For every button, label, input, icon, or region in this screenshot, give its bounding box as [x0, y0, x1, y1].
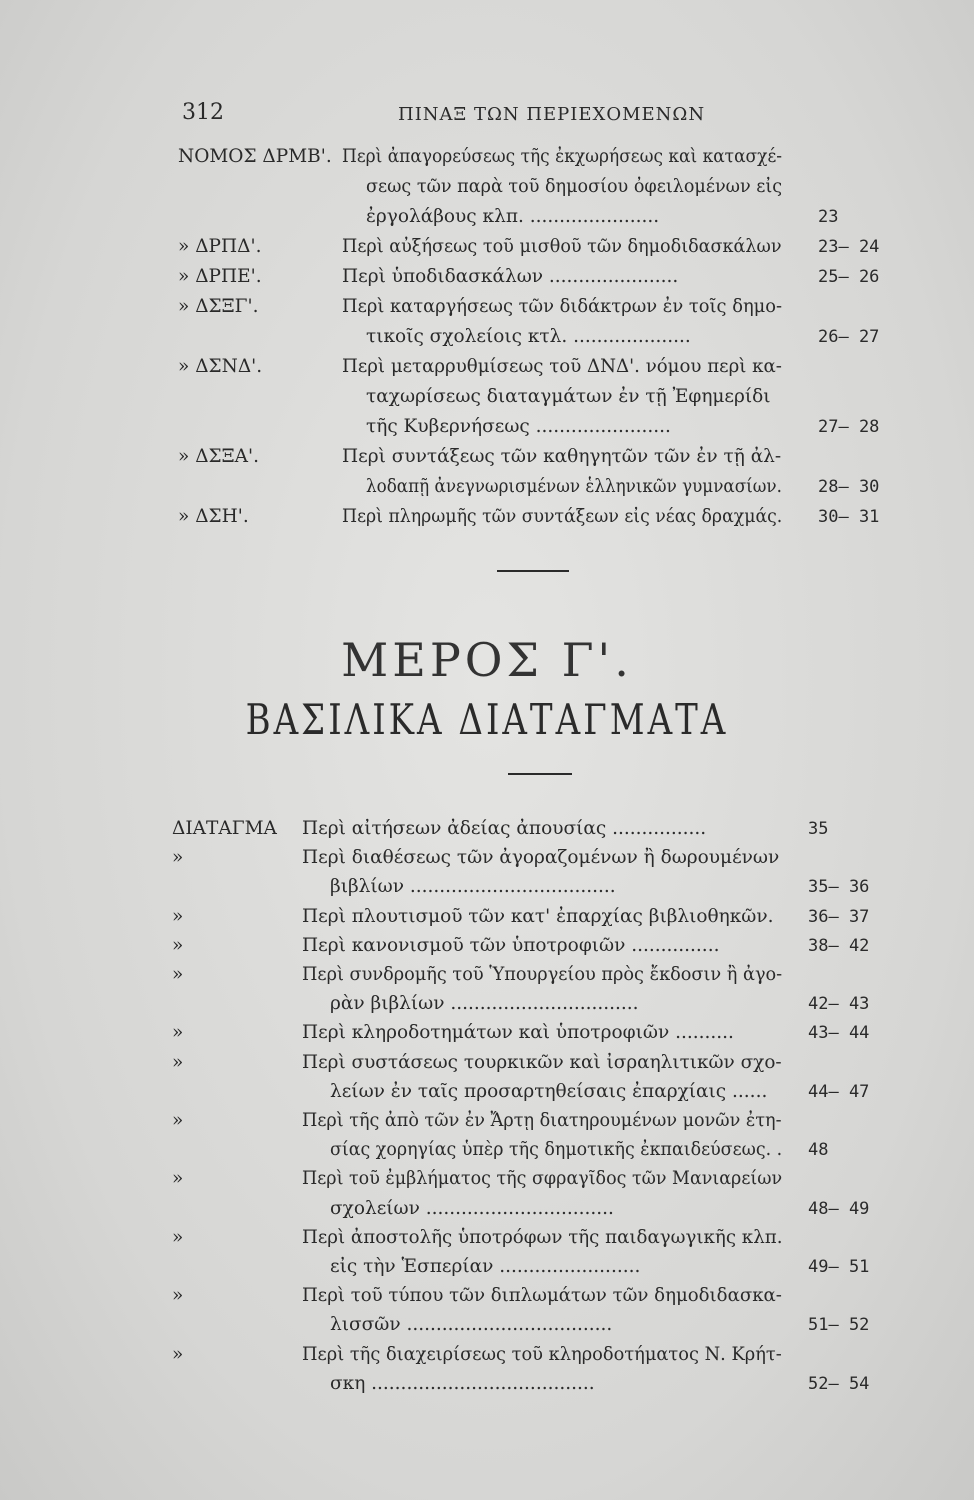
entry-text: ρὰν βιβλίων ................................: [330, 993, 639, 1015]
entry-label: »: [172, 905, 184, 927]
entry-text: τικοῖς σχολείοις κτλ. ....................: [366, 326, 691, 347]
entry-text: σκη ......................................: [330, 1372, 595, 1394]
entry-label: ΔΙΑΤΑΓΜΑ: [172, 818, 277, 839]
entry-label: »: [172, 1051, 184, 1073]
entry-pages: 48: [808, 1140, 829, 1161]
entry-text: σχολείων ................................: [330, 1197, 614, 1219]
entry-text: Περὶ ἀπαγορεύσεως τῆς ἐκχωρήσεως καὶ κατασχέ-: [342, 146, 783, 167]
section-subtitle: ΒΑΣΙΛΙΚΑ ΔΙΑΤΑΓΜΑΤΑ: [245, 695, 729, 745]
entry-text: Περὶ πληρωμῆς τῶν συντάξεων εἰς νέας δραχμάς.: [342, 506, 783, 527]
entry-text: Περὶ ἀποστολῆς ὑποτρόφων τῆς παιδαγωγικῆς κλπ.: [302, 1226, 783, 1248]
entry-pages: 42— 43: [808, 994, 870, 1015]
entry-text: Περὶ τοῦ τύπου τῶν διπλωμάτων τῶν δημοδιδασκα-: [302, 1285, 782, 1307]
page-number: 312: [182, 100, 224, 125]
entry-pages: 44— 47: [808, 1081, 870, 1102]
entry-label: »: [172, 847, 184, 869]
entry-label: ΝΟΜΟΣ ΔΡΜΒ'.: [178, 146, 332, 167]
entry-label: » ΔΡΠΔ'.: [178, 236, 262, 257]
entry-pages: 27— 28: [818, 417, 880, 437]
entry-text: Περὶ πλουτισμοῦ τῶν κατ' ἐπαρχίας βιβλιοθηκῶν.: [302, 905, 774, 927]
entry-label: »: [172, 1022, 184, 1044]
entry-pages: 38— 42: [808, 935, 870, 956]
entry-text: Περὶ τῆς ἀπὸ τῶν ἐν Ἄρτῃ διατηρουμένων μονῶν ἐτη-: [302, 1110, 782, 1131]
entry-text: Περὶ μεταρρυθμίσεως τοῦ ΔΝΔ'. νόμου περὶ κα-: [342, 356, 782, 377]
entry-text: σίας χορηγίας ὑπὲρ τῆς δημοτικῆς ἐκπαιδεύσεως. .: [330, 1139, 783, 1161]
divider-rule: [508, 773, 572, 775]
entry-pages: 51— 52: [808, 1315, 870, 1336]
entry-label: » ΔΣΗ'.: [178, 506, 249, 527]
entry-text: λισσῶν ...................................: [330, 1314, 613, 1336]
entry-text: Περὶ αἰτήσεων ἀδείας ἀπουσίας ................: [302, 818, 707, 839]
entry-text: βιβλίων ...................................: [330, 876, 616, 898]
entry-pages: 52— 54: [808, 1373, 870, 1394]
entry-pages: 36— 37: [808, 906, 870, 927]
part-title: ΜΕΡΟΣ Γ'.: [341, 633, 633, 687]
entry-text: Περὶ αὐξήσεως τοῦ μισθοῦ τῶν δημοδιδασκάλων: [342, 236, 782, 257]
entry-text: σεως τῶν παρὰ τοῦ δημοσίου ὀφειλομένων εἰς: [366, 176, 783, 197]
entry-text: Περὶ καταργήσεως τῶν διδάκτρων ἐν τοῖς δημο-: [342, 296, 783, 317]
entry-text: Περὶ συντάξεως τῶν καθηγητῶν τῶν ἐν τῇ ἀλ-: [342, 446, 782, 467]
entry-text: Περὶ τῆς διαχειρίσεως τοῦ κληροδοτήματος Ν. Κρήτ-: [302, 1343, 782, 1365]
entry-text: Περὶ κανονισμοῦ τῶν ὑποτροφιῶν ...............: [302, 934, 720, 956]
entry-text: λείων ἐν ταῖς προσαρτηθείσαις ἐπαρχίαις ......: [330, 1080, 768, 1102]
divider-rule: [497, 570, 569, 572]
entry-label: » ΔΣΝΔ'.: [178, 356, 263, 377]
entry-pages: 48— 49: [808, 1198, 870, 1219]
entry-pages: 26— 27: [818, 327, 880, 347]
entry-label: »: [172, 1343, 184, 1365]
entry-label: »: [172, 1226, 184, 1248]
entry-pages: 43— 44: [808, 1023, 870, 1044]
entry-text: Περὶ διαθέσεως τῶν ἀγοραζομένων ἢ δωρουμένων: [302, 847, 780, 869]
entry-pages: 28— 30: [818, 477, 880, 497]
entry-label: »: [172, 1168, 184, 1190]
entry-pages: 30— 31: [818, 507, 880, 527]
entry-text: ἐργολάβους κλπ. ......................: [366, 206, 660, 227]
entry-label: »: [172, 934, 184, 956]
entry-text: Περὶ κληροδοτημάτων καὶ ὑποτροφιῶν ..........: [302, 1022, 734, 1044]
entry-text: τῆς Κυβερνήσεως .......................: [366, 416, 671, 437]
entry-pages: 35: [808, 819, 829, 839]
entry-text: Περὶ συστάσεως τουρκικῶν καὶ ἰσραηλιτικῶν σχο-: [302, 1051, 782, 1073]
entry-pages: 35— 36: [808, 877, 870, 898]
entry-pages: 23: [818, 207, 839, 227]
entry-pages: 25— 26: [818, 267, 880, 287]
entry-text: λοδαπῇ ἀνεγνωρισμένων ἑλληνικῶν γυμνασίων.: [366, 476, 782, 497]
entry-label: » ΔΣΞΑ'.: [178, 446, 259, 467]
entry-label: »: [172, 1285, 184, 1307]
entry-text: ταχωρίσεως διαταγμάτων ἐν τῇ Ἐφημερίδι: [366, 386, 771, 407]
entry-label: »: [172, 964, 184, 985]
entry-text: εἰς τὴν Ἑσπερίαν ........................: [330, 1256, 641, 1277]
running-title: ΠΙΝΑΞ ΤΩΝ ΠΕΡΙΕΧΟΜΕΝΩΝ: [398, 104, 706, 125]
entry-pages: 23— 24: [818, 237, 880, 257]
entry-label: » ΔΡΠΕ'.: [178, 266, 262, 287]
entry-text: Περὶ ὑποδιδασκάλων ......................: [342, 266, 679, 287]
entry-pages: 49— 51: [808, 1257, 870, 1277]
entry-text: Περὶ συνδρομῆς τοῦ Ὑπουργείου πρὸς ἔκδοσιν ἢ ἀγο-: [302, 964, 783, 985]
entry-label: » ΔΣΞΓ'.: [178, 296, 259, 317]
entry-text: Περὶ τοῦ ἐμβλήματος τῆς σφραγῖδος τῶν Μανιαρείων: [302, 1168, 783, 1190]
entry-label: »: [172, 1110, 184, 1131]
